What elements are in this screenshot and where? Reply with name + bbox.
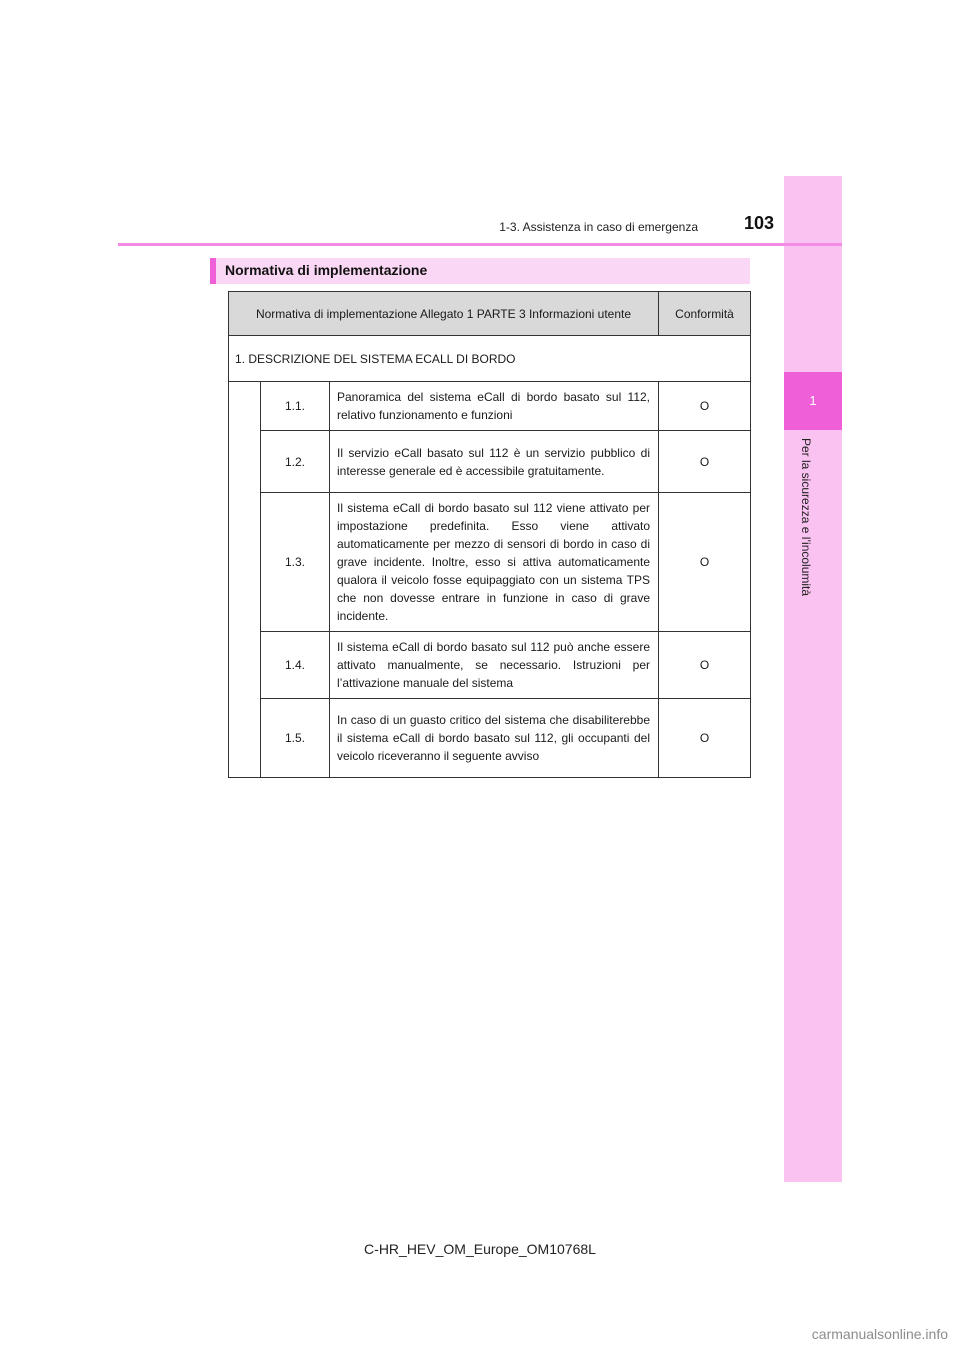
table-row [229, 632, 751, 699]
table-row [229, 431, 751, 493]
row-conformity: O [659, 632, 751, 699]
row-number: 1.1. [261, 382, 330, 431]
implementation-table [228, 291, 751, 778]
table-section-title: 1. DESCRIZIONE DEL SISTEMA ECALL DI BORDO [229, 336, 751, 382]
watermark-link[interactable]: carmanualsonline.info [811, 1326, 948, 1342]
section-heading-bar [210, 258, 750, 284]
chapter-side-tab [784, 176, 842, 1182]
row-text: Il sistema eCall di bordo basato sul 112 può anche essere attivato manualmente, se necessario. Istruzioni per l’attivazione manuale del sistema [330, 632, 659, 699]
row-text: Panoramica del sistema eCall di bordo basato sul 112, relativo funzionamento e funzioni [330, 382, 659, 431]
table-row [229, 382, 751, 431]
row-number: 1.3. [261, 493, 330, 632]
row-number: 1.4. [261, 632, 330, 699]
table-row [229, 699, 751, 778]
row-conformity: O [659, 699, 751, 778]
running-header-section: 1-3. Assistenza in caso di emergenza [499, 220, 698, 234]
table-header-conformity: Conformità [659, 292, 751, 336]
table-header-row [229, 292, 751, 336]
row-number: 1.5. [261, 699, 330, 778]
row-conformity: O [659, 493, 751, 632]
row-conformity: O [659, 382, 751, 431]
row-conformity: O [659, 431, 751, 493]
chapter-title-vertical: Per la sicurezza e l’incolumità [799, 438, 813, 597]
table-indent-cell [229, 382, 261, 778]
table-header-regulation: Normativa di implementazione Allegato 1 PARTE 3 Informazioni utente [229, 292, 659, 336]
table-section-row [229, 336, 751, 382]
page-number: 103 [743, 213, 774, 233]
row-text: In caso di un guasto critico del sistema che disabiliterebbe il sistema eCall di bordo basato sul 112, gli occupanti del veicolo riceveranno il seguente avviso [330, 699, 659, 778]
section-heading-title: Normativa di implementazione [225, 262, 428, 278]
header-divider [118, 243, 842, 246]
row-text: Il servizio eCall basato sul 112 è un servizio pubblico di interesse generale ed è accessibile gratuitamente. [330, 431, 659, 493]
section-heading-accent [210, 258, 216, 284]
row-text: Il sistema eCall di bordo basato sul 112 viene attivato per impostazione predefinita. Esso viene attivato automaticamente per mezzo di sensori di bordo in caso di grave incidente. Inoltre, esso si attiva automaticamente qualora il veicolo fosse equipaggiato con un sistema TPS che non dovesse entrare in funzione in caso di grave incidente. [330, 493, 659, 632]
row-number: 1.2. [261, 431, 330, 493]
chapter-number-tab: 1 [784, 372, 842, 430]
footer-doc-code: C-HR_HEV_OM_Europe_OM10768L [364, 1241, 596, 1257]
table-row [229, 493, 751, 632]
